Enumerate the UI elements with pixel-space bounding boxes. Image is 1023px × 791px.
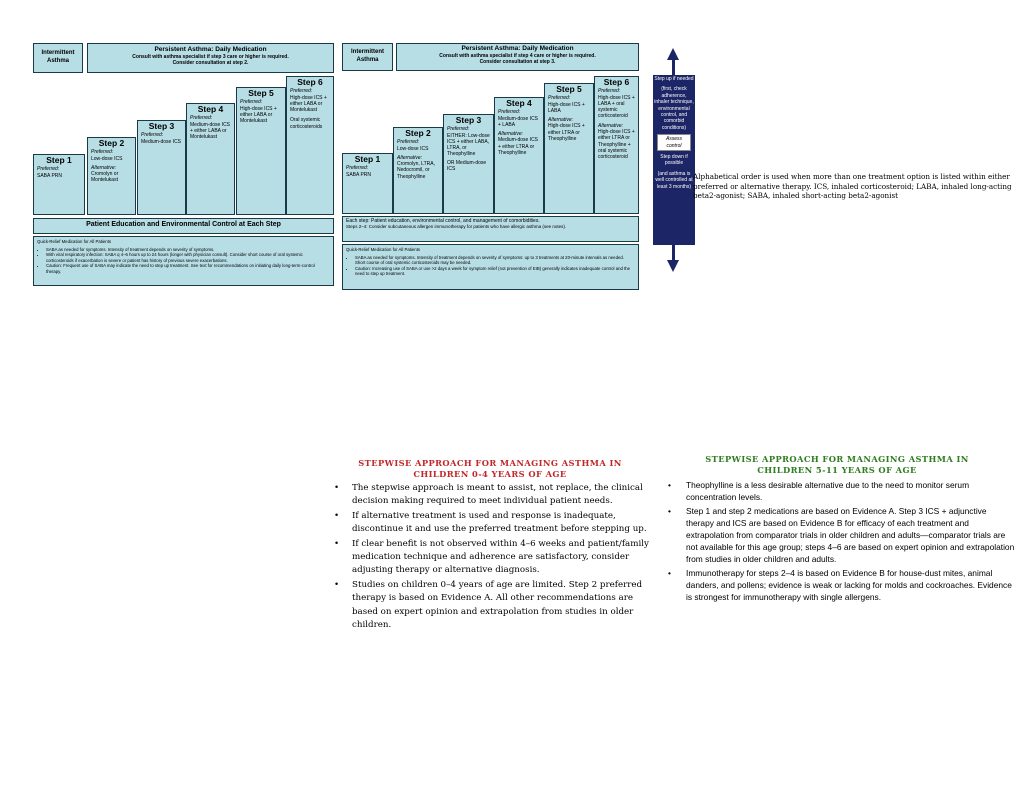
immunotherapy-text: Steps 2–4: Consider subcutaneous allergen immunotherapy for patients who have allergic asthma (see notes). bbox=[346, 224, 567, 230]
arrow-shaft-up bbox=[672, 58, 675, 76]
step-label: Preferred: bbox=[498, 109, 521, 116]
right-step-1 bbox=[342, 153, 393, 214]
list-item: • Step 1 and step 2 medications are based on Evidence A. Step 3 ICS + adjunctive therapy and ICS are based on Evidence B for efficacy of each treatment and extrapolation from comparator trials in older children and adults—comparator trials are not available for this age group; steps 4–6 are based on expert opinion and extrapolation from studies in older children and adults. bbox=[668, 505, 1016, 565]
left-quick-relief-box bbox=[33, 236, 334, 286]
left-persistent-box bbox=[87, 43, 334, 73]
step-title: Step 6 bbox=[297, 77, 323, 87]
step-text: High-dose ICS + either LABA or Montelukast bbox=[240, 105, 277, 125]
step-text: Medium-dose ICS + LABA bbox=[498, 115, 539, 128]
left-step-6 bbox=[286, 76, 334, 215]
section-0-4-title bbox=[340, 458, 640, 480]
step-label: Preferred: bbox=[190, 115, 213, 122]
step-arrow-panel bbox=[653, 75, 695, 245]
quick-relief-head: Quick-Relief Medication for All Patients bbox=[346, 247, 421, 252]
list-item: • Caution: Frequent use of SABA may indicate the need to step up treatment. See text for recommendations on initiating daily long-term-control therapy. bbox=[46, 263, 330, 274]
step-up-detail: (first, check adherence, inhaler technique, environmental control, and comorbid conditions) bbox=[654, 86, 694, 131]
section-0-4-title-line1: STEPWISE APPROACH FOR MANAGING ASTHMA IN bbox=[358, 458, 622, 468]
right-step-4 bbox=[494, 97, 544, 214]
list-item: • If clear benefit is not observed within 4–6 weeks and patient/family medication technique and adherence are satisfactory, consider adjusting therapy or alternative diagnosis. bbox=[334, 538, 650, 578]
left-persistent-sub2: Consider consultation at step 2. bbox=[172, 59, 249, 66]
step-text: High-dose ICS + either LTRA or Theophylline bbox=[548, 123, 585, 143]
section-5-11-title-line2: CHILDREN 5-11 YEARS OF AGE bbox=[757, 465, 917, 475]
abbreviations-note: Alphabetical order is used when more than one treatment option is listed within either preferred or alternative therapy. ICS, inhaled corticosteroid; LABA, inhaled long-acting beta2-agonist; SABA, inhaled short-acting beta2-agonist bbox=[693, 172, 1012, 201]
step-label: Preferred: bbox=[598, 88, 621, 95]
step-label: Preferred: bbox=[548, 95, 571, 102]
left-education-bar bbox=[33, 218, 334, 234]
step-title: Step 1 bbox=[354, 154, 381, 164]
section-5-11-title bbox=[672, 454, 1002, 476]
list-item: • SABA as needed for symptoms. Intensity of treatment depends on severity of symptoms: up to 3 treatments at 20-minute intervals as needed. Short course of oral systemic corticosteroids may be needed. bbox=[355, 255, 635, 266]
step-text: High-dose ICS + either LTRA or Theophylline + oral systemic corticosteroid bbox=[598, 129, 635, 161]
step-label: Preferred: bbox=[240, 99, 263, 106]
step-label: Preferred: bbox=[346, 165, 369, 172]
left-persistent-sub1: Consult with asthma specialist if step 3 care or higher is required. bbox=[132, 53, 289, 60]
right-quick-relief-box bbox=[342, 244, 639, 290]
step-label: Alternative: bbox=[397, 154, 423, 161]
section-0-4-title-line2: CHILDREN 0-4 YEARS OF AGE bbox=[413, 469, 567, 479]
left-step-4 bbox=[186, 103, 235, 215]
step-label: Alternative: bbox=[548, 117, 574, 124]
quick-relief-list bbox=[346, 255, 635, 277]
left-intermittent-box bbox=[33, 43, 83, 73]
left-step-1 bbox=[33, 154, 85, 215]
step-text: EITHER: Low-dose ICS + either LABA, LTRA, or Theophylline bbox=[447, 132, 490, 158]
list-item: • If alternative treatment is used and response is inadequate, discontinue it and use the preferred treatment before stepping up. bbox=[334, 510, 650, 537]
left-intermittent-label: Intermittent Asthma bbox=[41, 50, 75, 64]
step-title: Step 4 bbox=[506, 98, 532, 108]
step-text: Low-dose ICS bbox=[397, 145, 429, 152]
step-text: High-dose ICS + LABA bbox=[548, 101, 585, 114]
right-step-5 bbox=[544, 83, 594, 214]
left-step-3 bbox=[137, 120, 186, 215]
step-text: OR Medium-dose ICS bbox=[447, 159, 487, 173]
step-label: Alternative: bbox=[598, 122, 624, 129]
step-title: Step 1 bbox=[46, 155, 72, 165]
section-5-11-title-line1: STEPWISE APPROACH FOR MANAGING ASTHMA IN bbox=[705, 454, 969, 464]
step-label: Alternative: bbox=[498, 131, 524, 138]
section-0-4-bullets bbox=[334, 482, 650, 632]
step-title: Step 2 bbox=[98, 138, 125, 148]
step-up-text: Step up if needed bbox=[654, 76, 694, 82]
list-item: • The stepwise approach is meant to assist, not replace, the clinical decision making required to meet individual patient needs. bbox=[334, 482, 650, 509]
right-persistent-sub2: Consider consultation at step 3. bbox=[479, 58, 556, 65]
right-persistent-box bbox=[396, 43, 639, 71]
right-step-6 bbox=[594, 76, 639, 214]
step-text: SABA PRN bbox=[346, 171, 372, 178]
list-item: • Immunotherapy for steps 2–4 is based on Evidence B for house-dust mites, animal danders, and pollens; evidence is weak or lacking for molds and cockroaches. Evidence is strongest for immunotherapy with single allergens. bbox=[668, 567, 1016, 603]
quick-relief-list bbox=[37, 247, 330, 275]
step-title: Step 2 bbox=[405, 128, 431, 138]
education-bar-text: Patient Education and Environmental Control at Each Step bbox=[86, 221, 281, 228]
right-each-step-box bbox=[342, 216, 639, 242]
right-step-2 bbox=[393, 127, 443, 214]
step-title: Step 6 bbox=[603, 77, 630, 87]
step-title: Step 5 bbox=[248, 88, 274, 98]
right-persistent-title: Persistent Asthma: Daily Medication bbox=[461, 45, 574, 52]
assess-control-box: Assess control bbox=[657, 134, 691, 151]
list-item: • With viral respiratory infection: SABA q 4–6 hours up to 24 hours (longer with physician consult). Consider short course of oral systemic corticosteroids if exacerbation is severe or patient has history of previous severe exacerbations. bbox=[46, 252, 330, 263]
step-text: Low-dose ICS bbox=[91, 155, 123, 162]
step-text: SABA PRN bbox=[37, 172, 63, 179]
step-text: Medium-dose ICS + either LTRA or Theophylline bbox=[498, 137, 539, 157]
step-label: Preferred: bbox=[397, 139, 420, 146]
left-persistent-title: Persistent Asthma: Daily Medication bbox=[154, 46, 267, 53]
step-label: Preferred: bbox=[37, 166, 60, 173]
step-title: Step 4 bbox=[197, 104, 224, 114]
step-text: High-dose ICS + LABA + oral systemic corticosteroid bbox=[598, 94, 635, 120]
quick-relief-head: Quick-Relief Medication for All Patients bbox=[37, 239, 112, 244]
list-item: • Caution: Increasing use of SABA or use >2 days a week for symptom relief (not prevention of EIB) generally indicates inadequate control and the need to step up treatment. bbox=[355, 266, 635, 277]
step-text: Medium-dose ICS bbox=[141, 138, 182, 145]
step-label: Preferred: bbox=[141, 132, 164, 139]
step-text: Oral systemic corticosteroids bbox=[290, 117, 323, 130]
left-step-2 bbox=[87, 137, 136, 215]
left-step-5 bbox=[236, 87, 286, 215]
right-intermittent-label: Intermittent Asthma bbox=[351, 49, 384, 63]
step-title: Step 5 bbox=[556, 84, 582, 94]
arrow-down-icon bbox=[667, 260, 679, 272]
step-down-text: Step down if possible bbox=[660, 154, 688, 167]
section-5-11-bullets bbox=[668, 479, 1016, 605]
step-text: High-dose ICS + either LABA or Montelukast bbox=[290, 94, 327, 114]
right-persistent-sub1: Consult with asthma specialist if step 4 care or higher is required. bbox=[439, 52, 596, 59]
list-item: • SABA as needed for symptoms. Intensity of treatment depends on severity of symptoms. bbox=[46, 247, 330, 253]
step-down-detail: (and asthma is well controlled at least 3 months) bbox=[655, 170, 693, 190]
list-item: • Theophylline is a less desirable alternative due to the need to monitor serum concentration levels. bbox=[668, 479, 1016, 503]
right-intermittent-box bbox=[342, 43, 393, 71]
step-text: Medium-dose ICS + either LABA or Montelukast bbox=[190, 121, 231, 141]
step-title: Step 3 bbox=[455, 115, 482, 125]
step-label: Alternative: bbox=[91, 164, 117, 171]
step-label: Preferred: bbox=[447, 126, 470, 133]
step-label: Preferred: bbox=[290, 88, 313, 95]
step-text: Cromolyn, LTRA, Nedocromil, or Theophylline bbox=[397, 161, 435, 180]
right-step-3 bbox=[443, 114, 494, 214]
step-text: Cromolyn or Montelukast bbox=[91, 171, 119, 184]
each-step-text: Each step: Patient education, environmental control, and management of comorbidities. bbox=[346, 218, 540, 224]
step-label: Preferred: bbox=[91, 149, 114, 156]
list-item: • Studies on children 0–4 years of age are limited. Step 2 preferred therapy is based on Evidence A. All other recommendations are based on expert opinion and extrapolation from studies in older children. bbox=[334, 579, 650, 633]
step-title: Step 3 bbox=[148, 121, 175, 131]
